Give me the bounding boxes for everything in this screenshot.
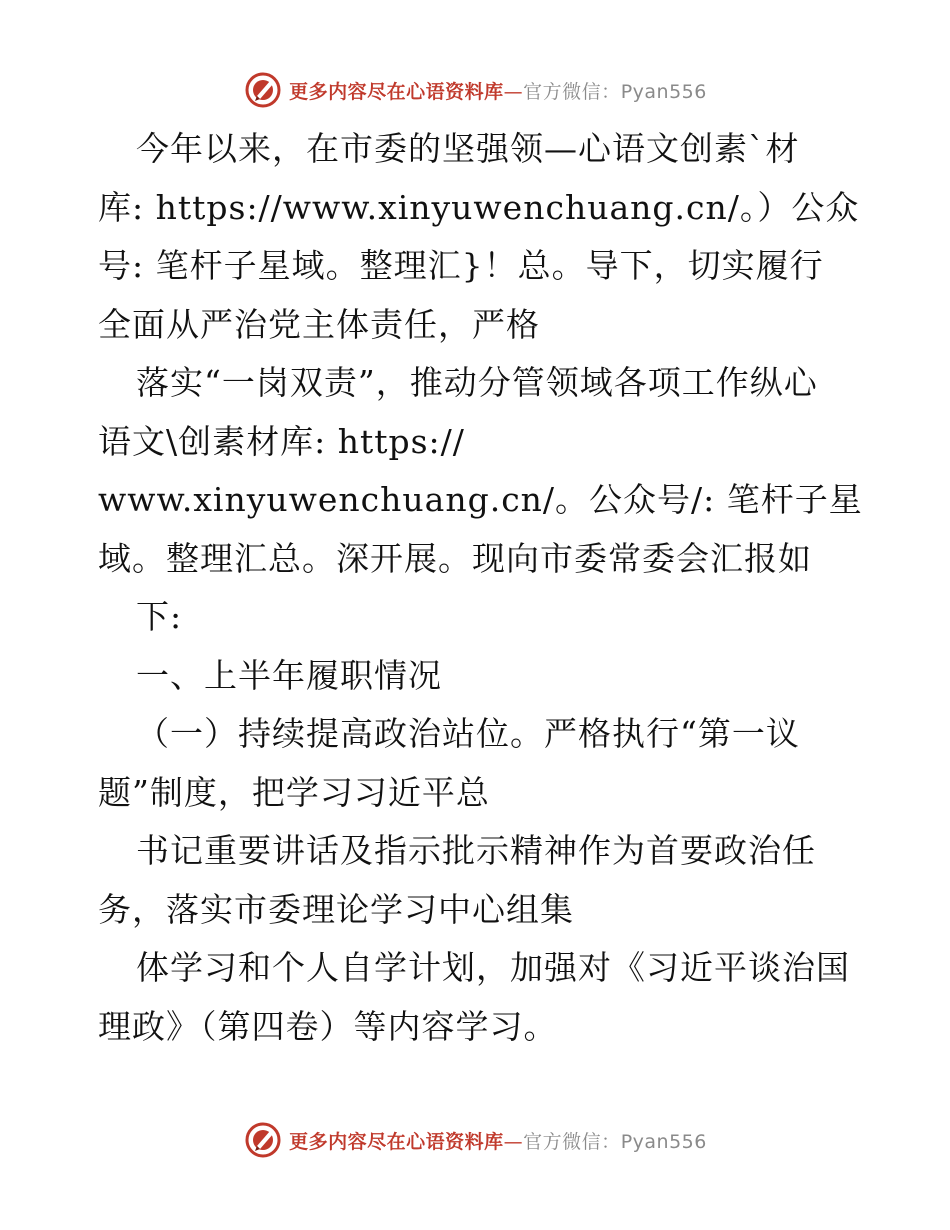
text-line: www.xinyuwenchuang.cn/。公众号/: 笔杆子星 — [98, 480, 863, 519]
text-line: 下: — [136, 597, 183, 636]
banner-dash: — — [503, 1130, 524, 1153]
text-line: 务，落实市委理论学习中心组集 — [98, 889, 574, 929]
text-line: 域。整理汇总。深开展。现向市委常委会汇报如 — [98, 538, 812, 578]
banner-wechat-handle: Pyan556 — [620, 80, 707, 103]
footer-banner — [0, 1118, 950, 1162]
document-body — [98, 120, 863, 1056]
text-line: 题”制度，把学习习近平总 — [98, 772, 490, 812]
text-line: 号: 笔杆子星域。整理汇}！总。导下，切实履行 — [98, 246, 824, 285]
text-line: 书记重要讲话及指示批示精神作为首要政治任 — [136, 831, 816, 870]
text-line: 库: https://www.xinyuwenchuang.cn/。）公众 — [98, 187, 860, 227]
section-heading: 一、上半年履职情况 — [136, 655, 442, 695]
banner-wechat-label: 官方微信： — [523, 80, 621, 103]
text-line: （一）持续提高政治站位。严格执行“第一议 — [136, 714, 800, 753]
text-line: 全面从严治党主体责任，严格 — [98, 304, 540, 344]
banner-wechat-label: 官方微信： — [523, 1130, 621, 1153]
banner-dash: — — [503, 80, 524, 103]
banner-text — [289, 1127, 707, 1154]
banner-text — [289, 77, 707, 104]
text-line: 今年以来，在市委的坚强领—心语文创素`材 — [136, 129, 800, 168]
text-line: 理政》（第四卷）等内容学习。 — [98, 1006, 558, 1046]
text-line: 落实“一岗双责”，推动分管领域各项工作纵心 — [136, 363, 818, 402]
header-banner — [0, 68, 950, 112]
pen-circle-logo-icon — [243, 70, 283, 110]
banner-site-name: 更多内容尽在心语资料库 — [289, 80, 504, 103]
banner-wechat-handle: Pyan556 — [620, 1130, 707, 1153]
pen-circle-logo-icon — [243, 1120, 283, 1160]
banner-site-name: 更多内容尽在心语资料库 — [289, 1130, 504, 1153]
text-line: 语文\创素材库: https:// — [98, 421, 465, 461]
text-line: 体学习和个人自学计划，加强对《习近平谈治国 — [136, 948, 850, 987]
